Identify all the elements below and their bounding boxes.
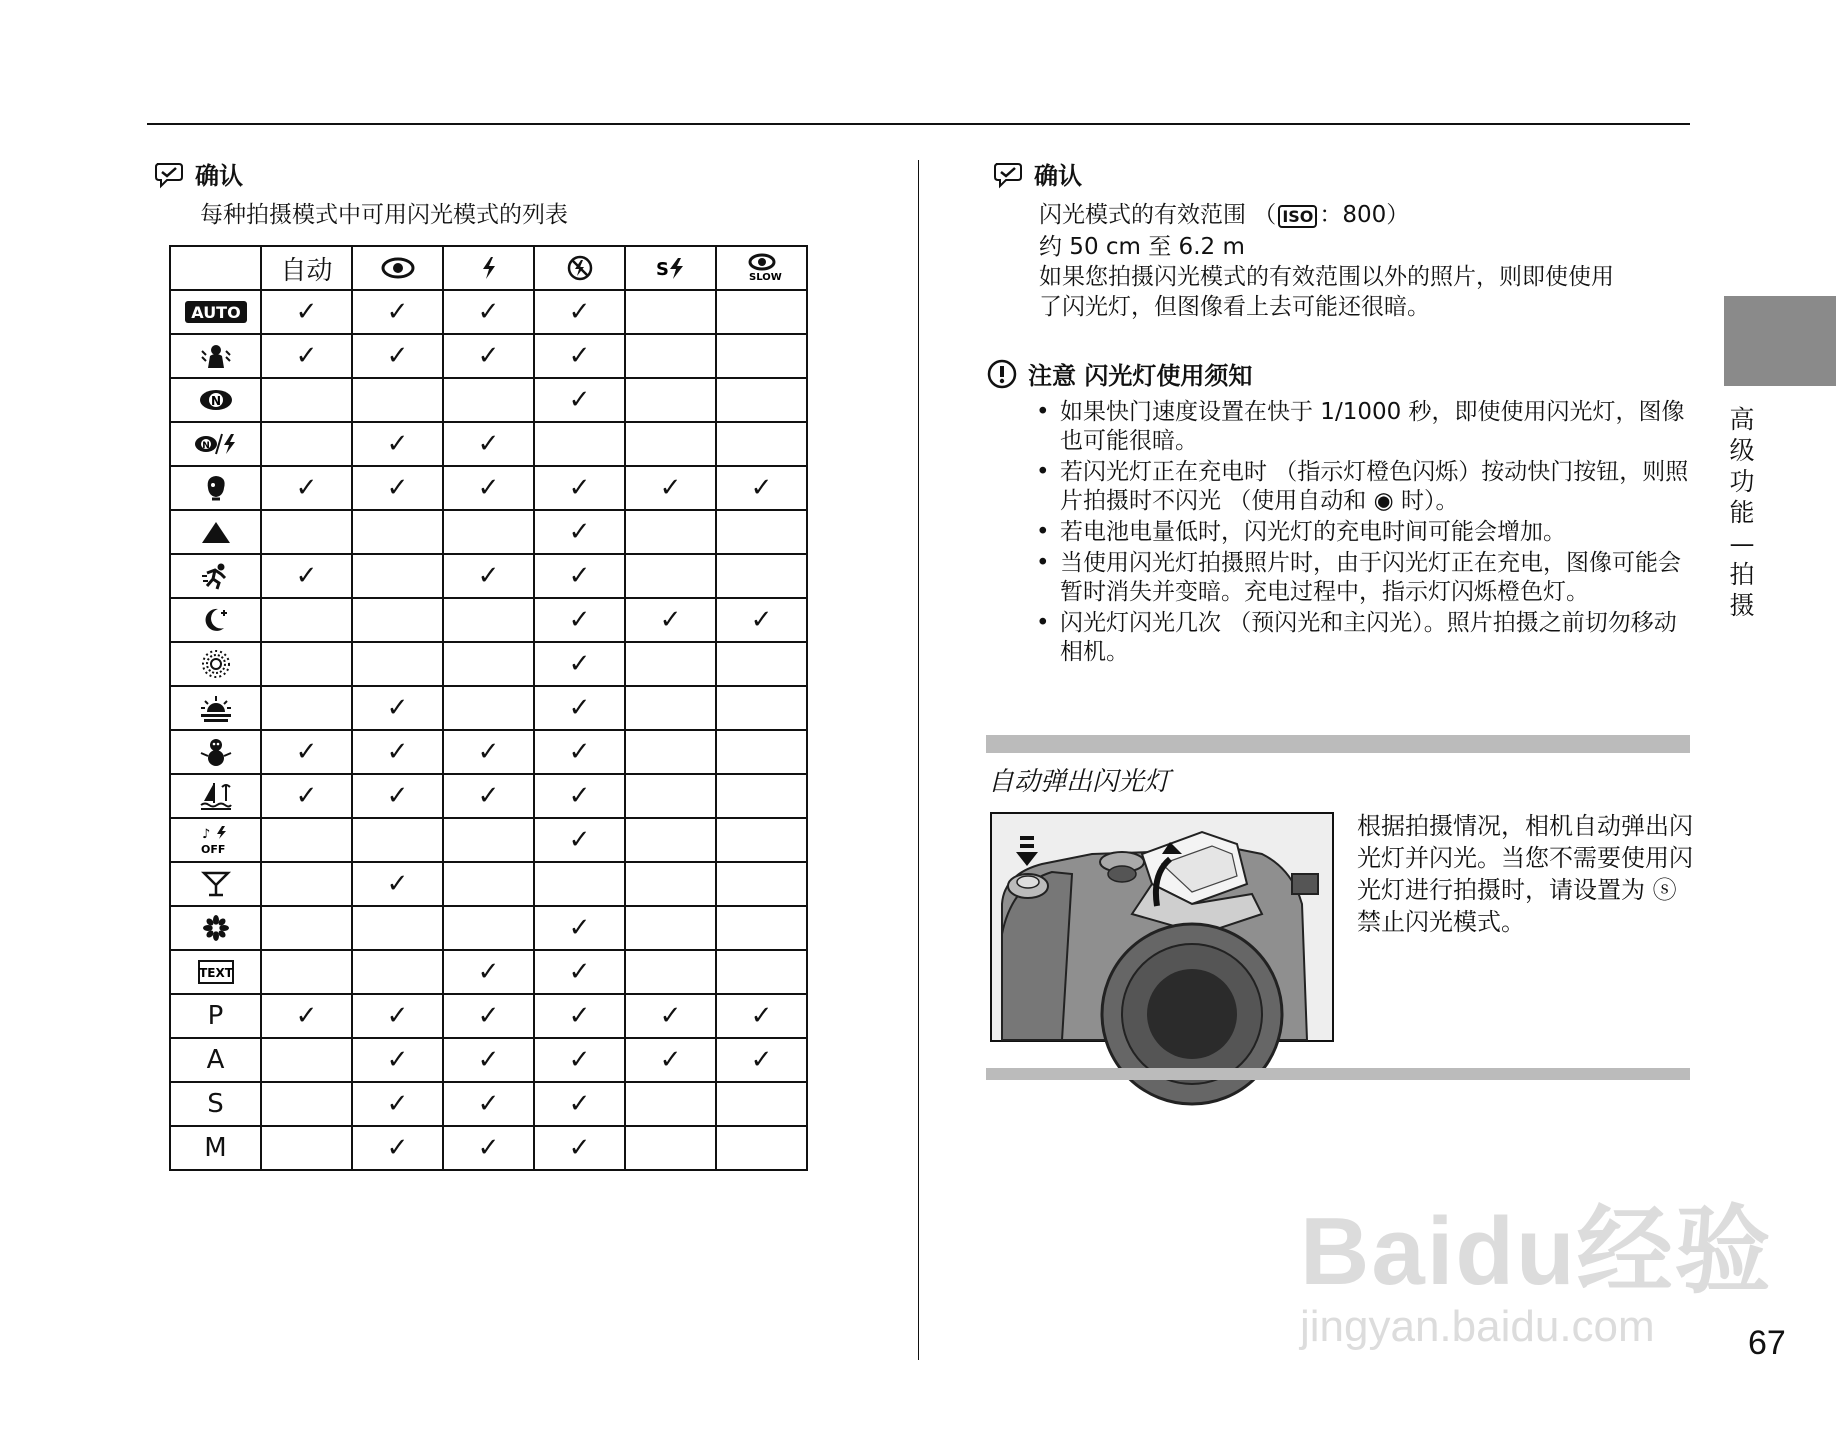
check-mark: ✓	[534, 466, 625, 510]
flash-range-block	[1039, 200, 1699, 322]
landscape-mode-icon	[170, 510, 261, 554]
portrait-mode-icon	[170, 466, 261, 510]
range-text-post: ：800）	[1319, 202, 1410, 228]
flower-mode-icon	[170, 906, 261, 950]
check-mark: ✓	[625, 466, 716, 510]
red-eye-icon	[352, 246, 443, 290]
empty-cell	[625, 642, 716, 686]
mode-m: M	[170, 1126, 261, 1170]
check-mark: ✓	[625, 1038, 716, 1082]
check-mark: ✓	[534, 554, 625, 598]
caution-item: • 若电池电量低时，闪光灯的充电时间可能会增加。	[1034, 518, 1694, 547]
check-mark: ✓	[534, 642, 625, 686]
check-mark: ✓	[625, 994, 716, 1038]
flash-mode-table	[169, 245, 808, 1171]
column-divider	[918, 160, 919, 1360]
check-mark: ✓	[443, 994, 534, 1038]
table-row	[170, 1082, 807, 1126]
check-mark: ✓	[534, 950, 625, 994]
empty-cell	[261, 1126, 352, 1170]
empty-cell	[261, 422, 352, 466]
check-mark: ✓	[352, 862, 443, 906]
empty-cell	[716, 1126, 807, 1170]
watermark-main: Baidu经验	[1300, 1198, 1773, 1305]
empty-cell	[625, 334, 716, 378]
caution-list	[1034, 398, 1694, 669]
check-note-icon	[992, 160, 1024, 188]
empty-cell	[261, 862, 352, 906]
check-mark: ✓	[625, 598, 716, 642]
table-row	[170, 510, 807, 554]
empty-cell	[261, 642, 352, 686]
svg-text:N: N	[210, 394, 221, 408]
check-mark: ✓	[534, 290, 625, 334]
empty-cell	[716, 1082, 807, 1126]
mode-a: A	[170, 1038, 261, 1082]
mode-s: S	[170, 1082, 261, 1126]
check-mark: ✓	[534, 378, 625, 422]
left-note-heading	[153, 156, 243, 191]
table-row	[170, 906, 807, 950]
empty-cell	[534, 422, 625, 466]
empty-cell	[443, 818, 534, 862]
empty-cell	[625, 774, 716, 818]
empty-cell	[261, 378, 352, 422]
empty-cell	[716, 774, 807, 818]
empty-cell	[443, 642, 534, 686]
empty-cell	[625, 818, 716, 862]
empty-cell	[716, 642, 807, 686]
empty-cell	[352, 378, 443, 422]
flash-range-line	[1039, 200, 1699, 232]
right-note-title: 确认	[1034, 162, 1082, 190]
text-mode-icon	[170, 950, 261, 994]
empty-cell	[716, 334, 807, 378]
table-row	[170, 686, 807, 730]
check-mark: ✓	[534, 906, 625, 950]
flash-range-note-2: 了闪光灯，但图像看上去可能还很暗。	[1039, 294, 1430, 320]
empty-cell	[625, 862, 716, 906]
table-row	[170, 1038, 807, 1082]
chapter-label: 高级功能—拍摄	[1729, 405, 1755, 620]
empty-cell	[443, 378, 534, 422]
check-mark: ✓	[534, 1082, 625, 1126]
mode-p: P	[170, 994, 261, 1038]
table-row	[170, 818, 807, 862]
check-mark: ✓	[261, 466, 352, 510]
check-mark: ✓	[716, 1038, 807, 1082]
check-mark: ✓	[716, 598, 807, 642]
check-mark: ✓	[352, 466, 443, 510]
check-mark: ✓	[443, 1082, 534, 1126]
watermark-sub: jingyan.baidu.com	[1300, 1302, 1655, 1351]
caution-heading	[986, 356, 1252, 391]
empty-cell	[352, 642, 443, 686]
table-row	[170, 774, 807, 818]
empty-cell	[716, 818, 807, 862]
empty-cell	[625, 686, 716, 730]
empty-cell	[352, 554, 443, 598]
check-mark: ✓	[443, 290, 534, 334]
empty-cell	[716, 862, 807, 906]
caution-icon	[986, 358, 1018, 390]
empty-cell	[625, 290, 716, 334]
svg-text:TEXT: TEXT	[198, 966, 233, 980]
table-row	[170, 950, 807, 994]
check-mark: ✓	[261, 730, 352, 774]
check-mark: ✓	[443, 730, 534, 774]
check-mark: ✓	[716, 994, 807, 1038]
chapter-tab	[1724, 296, 1836, 386]
museum-mode-icon	[170, 818, 261, 862]
check-mark: ✓	[261, 290, 352, 334]
flash-off-icon	[534, 246, 625, 290]
check-mark: ✓	[352, 994, 443, 1038]
empty-cell	[625, 906, 716, 950]
empty-cell	[352, 906, 443, 950]
beach-mode-icon	[170, 774, 261, 818]
forced-flash-icon	[443, 246, 534, 290]
empty-cell	[261, 1038, 352, 1082]
table-row	[170, 1126, 807, 1170]
empty-cell	[625, 1082, 716, 1126]
empty-cell	[261, 906, 352, 950]
svg-text:N: N	[201, 441, 210, 451]
check-mark: ✓	[443, 466, 534, 510]
table-row	[170, 290, 807, 334]
empty-cell	[716, 950, 807, 994]
night-mode-icon	[170, 598, 261, 642]
check-note-icon	[153, 160, 185, 188]
table-row	[170, 642, 807, 686]
empty-cell	[352, 950, 443, 994]
check-mark: ✓	[443, 950, 534, 994]
check-mark: ✓	[261, 554, 352, 598]
natural-light-mode-icon	[170, 378, 261, 422]
check-mark: ✓	[443, 1126, 534, 1170]
empty-cell	[352, 818, 443, 862]
check-mark: ✓	[352, 686, 443, 730]
camera-flash-photo	[990, 812, 1334, 1042]
fireworks-mode-icon	[170, 642, 261, 686]
empty-cell	[261, 1082, 352, 1126]
empty-cell	[625, 510, 716, 554]
empty-cell	[443, 686, 534, 730]
snow-mode-icon	[170, 730, 261, 774]
check-mark: ✓	[352, 774, 443, 818]
check-mark: ✓	[352, 290, 443, 334]
empty-cell	[443, 862, 534, 906]
sport-mode-icon	[170, 554, 261, 598]
check-mark: ✓	[534, 1038, 625, 1082]
check-mark: ✓	[352, 334, 443, 378]
empty-cell	[261, 818, 352, 862]
check-mark: ✓	[261, 334, 352, 378]
natural-light-flash-mode-icon	[170, 422, 261, 466]
header-cell-auto: 自动	[261, 246, 352, 290]
auto-mode-icon	[170, 290, 261, 334]
empty-cell	[534, 862, 625, 906]
table-caption: 每种拍摄模式中可用闪光模式的列表	[200, 202, 568, 228]
section-title: 自动弹出闪光灯	[988, 767, 1171, 797]
caution-title: 注意 闪光灯使用须知	[1028, 362, 1253, 390]
check-mark: ✓	[443, 422, 534, 466]
empty-cell	[443, 906, 534, 950]
check-mark: ✓	[261, 774, 352, 818]
caution-item: • 若闪光灯正在充电时 （指示灯橙色闪烁）按动快门按钮，则照片拍摄时不闪光 （使用自动和 ◉ 时）。	[1034, 458, 1694, 516]
empty-cell	[261, 686, 352, 730]
empty-cell	[443, 510, 534, 554]
party-mode-icon	[170, 862, 261, 906]
flash-range-note-1: 如果您拍摄闪光模式的有效范围以外的照片，则即使使用	[1039, 264, 1614, 290]
section-top-bar	[986, 735, 1690, 753]
svg-text:AUTO: AUTO	[190, 303, 241, 322]
section-text: 根据拍摄情况，相机自动弹出闪光灯并闪光。当您不需要使用闪光灯进行拍摄时，请设置为 ⓢ 禁止闪光模式。	[1357, 812, 1693, 936]
table-row	[170, 598, 807, 642]
top-rule	[147, 123, 1690, 125]
caution-item: • 当使用闪光灯拍摄照片时，由于闪光灯正在充电，图像可能会暂时消失并变暗。充电过程中，指示灯闪烁橙色灯。	[1034, 549, 1694, 607]
check-mark: ✓	[352, 1126, 443, 1170]
empty-cell	[261, 510, 352, 554]
check-mark: ✓	[534, 774, 625, 818]
table-row	[170, 994, 807, 1038]
baidu-watermark	[1300, 1175, 1773, 1352]
check-mark: ✓	[534, 730, 625, 774]
camera-illustration	[992, 814, 1332, 1040]
empty-cell	[443, 598, 534, 642]
check-mark: ✓	[352, 1038, 443, 1082]
empty-cell	[352, 510, 443, 554]
empty-cell	[625, 1126, 716, 1170]
check-mark: ✓	[534, 994, 625, 1038]
table-row	[170, 730, 807, 774]
check-mark: ✓	[261, 994, 352, 1038]
empty-cell	[716, 554, 807, 598]
empty-cell	[716, 906, 807, 950]
slow-sync-icon	[625, 246, 716, 290]
check-mark: ✓	[534, 818, 625, 862]
check-mark: ✓	[534, 1126, 625, 1170]
empty-cell	[716, 378, 807, 422]
empty-cell	[716, 686, 807, 730]
page-number: 67	[1748, 1324, 1786, 1362]
svg-text:♪: ♪	[201, 827, 210, 842]
empty-cell	[625, 950, 716, 994]
empty-cell	[261, 598, 352, 642]
table-row	[170, 422, 807, 466]
caution-item: • 闪光灯闪光几次 （预闪光和主闪光）。照片拍摄之前切勿移动相机。	[1034, 609, 1694, 667]
empty-cell	[625, 422, 716, 466]
check-mark: ✓	[534, 510, 625, 554]
check-mark: ✓	[443, 774, 534, 818]
check-mark: ✓	[352, 422, 443, 466]
header-corner-cell	[170, 246, 261, 290]
section-bottom-bar	[986, 1068, 1690, 1080]
left-note-title: 确认	[195, 162, 243, 190]
table-row	[170, 466, 807, 510]
empty-cell	[261, 950, 352, 994]
svg-text:SLOW: SLOW	[748, 272, 782, 283]
empty-cell	[716, 510, 807, 554]
sunset-mode-icon	[170, 686, 261, 730]
check-mark: ✓	[443, 554, 534, 598]
red-eye-slow-icon	[716, 246, 807, 290]
check-mark: ✓	[534, 334, 625, 378]
svg-text:S: S	[655, 259, 669, 280]
empty-cell	[716, 730, 807, 774]
table-header-row	[170, 246, 807, 290]
table-row	[170, 334, 807, 378]
range-text-pre: 闪光模式的有效范围 （	[1039, 202, 1277, 228]
table-row	[170, 554, 807, 598]
check-mark: ✓	[534, 598, 625, 642]
caution-item: • 如果快门速度设置在快于 1/1000 秒，即使使用闪光灯，图像也可能很暗。	[1034, 398, 1694, 456]
empty-cell	[625, 554, 716, 598]
table-row	[170, 862, 807, 906]
check-mark: ✓	[534, 686, 625, 730]
table-row	[170, 378, 807, 422]
empty-cell	[352, 598, 443, 642]
empty-cell	[625, 730, 716, 774]
check-mark: ✓	[443, 1038, 534, 1082]
anti-blur-mode-icon	[170, 334, 261, 378]
iso-badge: ISO	[1278, 205, 1317, 228]
check-mark: ✓	[352, 730, 443, 774]
svg-text:OFF: OFF	[200, 843, 225, 856]
flash-range-distance: 约 50 cm 至 6.2 m	[1039, 234, 1245, 260]
empty-cell	[716, 290, 807, 334]
check-mark: ✓	[443, 334, 534, 378]
right-note-heading	[992, 156, 1082, 191]
empty-cell	[625, 378, 716, 422]
check-mark: ✓	[352, 1082, 443, 1126]
empty-cell	[716, 422, 807, 466]
check-mark: ✓	[716, 466, 807, 510]
